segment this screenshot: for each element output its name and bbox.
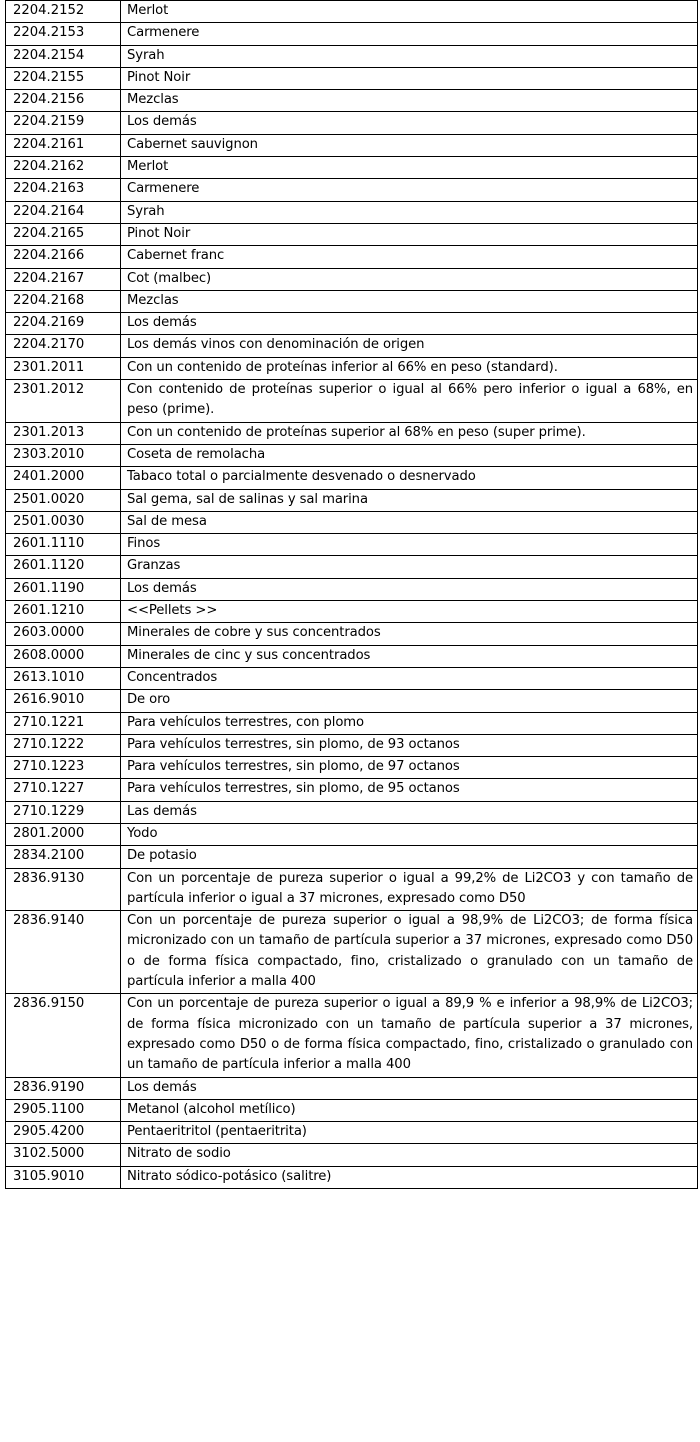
description-cell: Para vehículos terrestres, con plomo xyxy=(121,712,698,734)
description-cell: Mezclas xyxy=(121,290,698,312)
description-cell: Concentrados xyxy=(121,667,698,689)
tariff-code-cell: 2204.2154 xyxy=(6,45,121,67)
tariff-code-cell: 2401.2000 xyxy=(6,467,121,489)
tariff-code-cell: 2613.1010 xyxy=(6,667,121,689)
tariff-code-cell: 2601.1210 xyxy=(6,601,121,623)
tariff-code-cell: 3105.9010 xyxy=(6,1166,121,1188)
table-row xyxy=(6,846,698,868)
description-cell: Los demás vinos con denominación de origen xyxy=(121,335,698,357)
description-cell: Pinot Noir xyxy=(121,223,698,245)
tariff-code-cell: 2204.2153 xyxy=(6,23,121,45)
table-row xyxy=(6,268,698,290)
description-cell: Sal de mesa xyxy=(121,511,698,533)
description-cell: Cabernet sauvignon xyxy=(121,134,698,156)
table-row xyxy=(6,246,698,268)
table-row xyxy=(6,444,698,466)
description-cell: Minerales de cinc y sus concentrados xyxy=(121,645,698,667)
table-row xyxy=(6,223,698,245)
description-cell: Los demás xyxy=(121,112,698,134)
tariff-code-cell: 3102.5000 xyxy=(6,1144,121,1166)
tariff-code-cell: 2801.2000 xyxy=(6,823,121,845)
table-row xyxy=(6,757,698,779)
tariff-code-cell: 2204.2170 xyxy=(6,335,121,357)
table-row xyxy=(6,422,698,444)
table-row xyxy=(6,712,698,734)
tariff-code-cell: 2710.1229 xyxy=(6,801,121,823)
tariff-code-cell: 2601.1110 xyxy=(6,534,121,556)
description-cell: Coseta de remolacha xyxy=(121,444,698,466)
table-row xyxy=(6,467,698,489)
table-row xyxy=(6,1077,698,1099)
tariff-code-cell: 2501.0020 xyxy=(6,489,121,511)
description-cell: Con un contenido de proteínas inferior al 66% en peso (standard). xyxy=(121,357,698,379)
description-cell: Carmenere xyxy=(121,179,698,201)
tariff-code-cell: 2204.2168 xyxy=(6,290,121,312)
description-cell: Con un porcentaje de pureza superior o igual a 89,9 % e inferior a 98,9% de Li2CO3; de forma física micronizado con un tamaño de partícula superior a 37 micrones, expresado como D50 o de forma física compactado, fino, cristalizado o granulado con un tamaño de partícula inferior a malla 400 xyxy=(121,994,698,1077)
description-cell: Con un porcentaje de pureza superior o igual a 99,2% de Li2CO3 y con tamaño de partícula inferior o igual a 37 micrones, expresado como D50 xyxy=(121,868,698,911)
description-cell: Sal gema, sal de salinas y sal marina xyxy=(121,489,698,511)
tariff-code-cell: 2501.0030 xyxy=(6,511,121,533)
table-row xyxy=(6,1166,698,1188)
description-cell: Con un porcentaje de pureza superior o igual a 98,9% de Li2CO3; de forma física micronizado con un tamaño de partícula superior a 37 micrones, expresado como D50 o de forma física compactado, fino, cristalizado o granulado con un tamaño de partícula inferior a malla 400 xyxy=(121,911,698,994)
tariff-code-cell: 2204.2165 xyxy=(6,223,121,245)
description-cell: Minerales de cobre y sus concentrados xyxy=(121,623,698,645)
description-cell: Merlot xyxy=(121,1,698,23)
tariff-code-cell: 2601.1190 xyxy=(6,578,121,600)
description-cell: Con contenido de proteínas superior o igual al 66% pero inferior o igual a 68%, en peso (prime). xyxy=(121,380,698,423)
table-row xyxy=(6,690,698,712)
table-row xyxy=(6,667,698,689)
table-row xyxy=(6,134,698,156)
table-row xyxy=(6,994,698,1077)
tariff-code-cell: 2204.2156 xyxy=(6,90,121,112)
table-row xyxy=(6,911,698,994)
tariff-code-cell: 2204.2162 xyxy=(6,157,121,179)
tariff-code-cell: 2204.2159 xyxy=(6,112,121,134)
table-row xyxy=(6,1144,698,1166)
description-cell: Los demás xyxy=(121,313,698,335)
table-row xyxy=(6,157,698,179)
tariff-code-cell: 2834.2100 xyxy=(6,846,121,868)
description-cell: Mezclas xyxy=(121,90,698,112)
tariff-code-cell: 2616.9010 xyxy=(6,690,121,712)
table-row xyxy=(6,734,698,756)
table-row xyxy=(6,380,698,423)
description-cell: Syrah xyxy=(121,201,698,223)
description-cell: Los demás xyxy=(121,1077,698,1099)
table-row xyxy=(6,335,698,357)
tariff-code-cell: 2836.9150 xyxy=(6,994,121,1077)
tariff-code-cell: 2710.1227 xyxy=(6,779,121,801)
description-cell: De oro xyxy=(121,690,698,712)
description-cell: Pinot Noir xyxy=(121,67,698,89)
tariff-code-cell: 2301.2012 xyxy=(6,380,121,423)
tariff-code-cell: 2204.2167 xyxy=(6,268,121,290)
tariff-code-cell: 2710.1223 xyxy=(6,757,121,779)
table-row xyxy=(6,823,698,845)
table-body xyxy=(6,1,698,1189)
tariff-code-cell: 2710.1222 xyxy=(6,734,121,756)
table-row xyxy=(6,90,698,112)
tariff-code-cell: 2836.9190 xyxy=(6,1077,121,1099)
table-row xyxy=(6,868,698,911)
table-row xyxy=(6,290,698,312)
description-cell: Finos xyxy=(121,534,698,556)
description-cell: <<Pellets >> xyxy=(121,601,698,623)
description-cell: Cabernet franc xyxy=(121,246,698,268)
description-cell: Nitrato sódico-potásico (salitre) xyxy=(121,1166,698,1188)
table-row xyxy=(6,623,698,645)
tariff-code-cell: 2204.2164 xyxy=(6,201,121,223)
table-row xyxy=(6,67,698,89)
table-row xyxy=(6,23,698,45)
description-cell: Cot (malbec) xyxy=(121,268,698,290)
tariff-code-cell: 2301.2013 xyxy=(6,422,121,444)
tariff-code-cell: 2603.0000 xyxy=(6,623,121,645)
tariff-code-cell: 2204.2169 xyxy=(6,313,121,335)
description-cell: Merlot xyxy=(121,157,698,179)
tariff-code-cell: 2204.2152 xyxy=(6,1,121,23)
tariff-code-cell: 2204.2163 xyxy=(6,179,121,201)
table-row xyxy=(6,179,698,201)
description-cell: Yodo xyxy=(121,823,698,845)
description-cell: Las demás xyxy=(121,801,698,823)
table-row xyxy=(6,534,698,556)
description-cell: Granzas xyxy=(121,556,698,578)
description-cell: Para vehículos terrestres, sin plomo, de 95 octanos xyxy=(121,779,698,801)
table-row xyxy=(6,112,698,134)
tariff-code-cell: 2608.0000 xyxy=(6,645,121,667)
tariff-code-cell: 2601.1120 xyxy=(6,556,121,578)
table-row xyxy=(6,1122,698,1144)
description-cell: Pentaeritritol (pentaeritrita) xyxy=(121,1122,698,1144)
description-cell: Para vehículos terrestres, sin plomo, de 97 octanos xyxy=(121,757,698,779)
table-row xyxy=(6,45,698,67)
table-row xyxy=(6,201,698,223)
description-cell: Los demás xyxy=(121,578,698,600)
tariff-code-cell: 2836.9140 xyxy=(6,911,121,994)
table-row xyxy=(6,801,698,823)
table-row xyxy=(6,578,698,600)
table-row xyxy=(6,556,698,578)
description-cell: Metanol (alcohol metílico) xyxy=(121,1099,698,1121)
table-row xyxy=(6,601,698,623)
description-cell: Con un contenido de proteínas superior al 68% en peso (super prime). xyxy=(121,422,698,444)
tariff-code-cell: 2301.2011 xyxy=(6,357,121,379)
tariff-code-cell: 2710.1221 xyxy=(6,712,121,734)
description-cell: Tabaco total o parcialmente desvenado o desnervado xyxy=(121,467,698,489)
tariff-code-cell: 2303.2010 xyxy=(6,444,121,466)
tariff-code-cell: 2836.9130 xyxy=(6,868,121,911)
description-cell: De potasio xyxy=(121,846,698,868)
description-cell: Carmenere xyxy=(121,23,698,45)
table-row xyxy=(6,1099,698,1121)
description-cell: Nitrato de sodio xyxy=(121,1144,698,1166)
table-row xyxy=(6,357,698,379)
table-row xyxy=(6,511,698,533)
table-row xyxy=(6,489,698,511)
table-row xyxy=(6,313,698,335)
table-row xyxy=(6,779,698,801)
tariff-code-table xyxy=(5,0,698,1189)
table-row xyxy=(6,1,698,23)
tariff-code-cell: 2905.4200 xyxy=(6,1122,121,1144)
description-cell: Para vehículos terrestres, sin plomo, de 93 octanos xyxy=(121,734,698,756)
description-cell: Syrah xyxy=(121,45,698,67)
tariff-code-cell: 2204.2161 xyxy=(6,134,121,156)
tariff-code-cell: 2204.2155 xyxy=(6,67,121,89)
table-row xyxy=(6,645,698,667)
tariff-code-cell: 2204.2166 xyxy=(6,246,121,268)
tariff-code-cell: 2905.1100 xyxy=(6,1099,121,1121)
